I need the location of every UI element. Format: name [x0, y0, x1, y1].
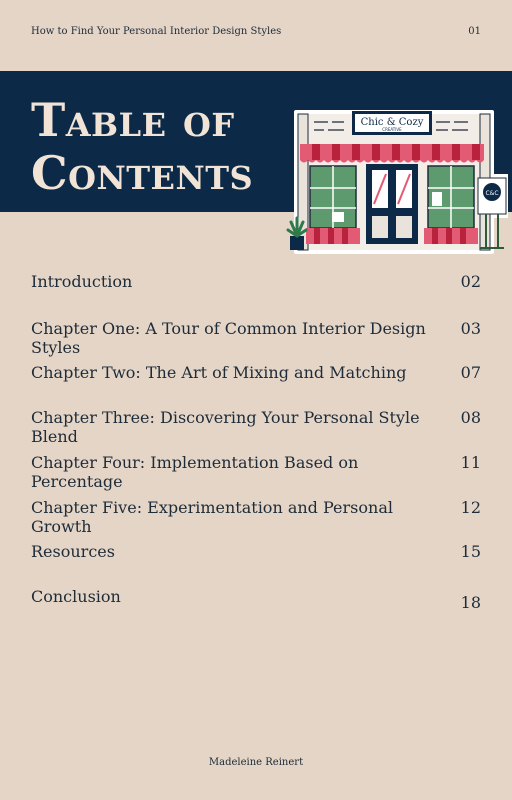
toc-entry-title: Conclusion — [31, 587, 121, 606]
page-title-line-2: Contents — [31, 146, 254, 200]
toc-entry-title: Introduction — [31, 272, 133, 291]
toc-entry-title: Chapter Three: Discovering Your Personal Style Blend — [31, 408, 420, 446]
toc-entry-page: 02 — [460, 272, 481, 291]
toc-entry-page: 15 — [460, 542, 481, 561]
storefront-illustration — [286, 108, 510, 258]
toc-entry-page: 07 — [460, 363, 481, 382]
toc-entry-title: Chapter Four: Implementation Based on Percentage — [31, 453, 359, 491]
toc-entry-chapter-one[interactable] — [31, 319, 481, 357]
toc-entry-page: 11 — [460, 453, 481, 472]
toc-entry-chapter-five[interactable] — [31, 498, 481, 536]
running-header — [31, 26, 481, 42]
shop-sign: Chic & Cozy — [360, 117, 424, 128]
toc-entry-chapter-two[interactable] — [31, 363, 481, 382]
side-sign-text: C&C — [485, 190, 499, 197]
toc-entry-conclusion[interactable] — [31, 587, 481, 612]
author-footer: Madeleine Reinert — [208, 757, 304, 768]
toc-entry-resources[interactable] — [31, 542, 481, 561]
toc-entry-chapter-three[interactable] — [31, 408, 481, 446]
toc-entry-title: Resources — [31, 542, 115, 561]
toc-entry-title: Chapter Five: Experimentation and Personal Growth — [31, 498, 393, 536]
toc-entry-chapter-four[interactable] — [31, 453, 481, 491]
running-title: How to Find Your Personal Interior Design Styles — [31, 26, 282, 37]
toc-entry-page: 03 — [460, 319, 481, 338]
shop-sign-sub: CREATIVE — [382, 127, 402, 132]
toc-entry-page: 12 — [460, 498, 481, 517]
toc-entry-page: 08 — [460, 408, 481, 427]
toc-entry-page: 18 — [460, 593, 481, 612]
toc-entry-title: Chapter One: A Tour of Common Interior Design Styles — [31, 319, 426, 357]
page-title — [31, 94, 253, 200]
page-title-line-1: Table of — [31, 93, 235, 147]
toc-entry-title: Chapter Two: The Art of Mixing and Matching — [31, 363, 407, 382]
toc-entry-introduction[interactable] — [31, 272, 481, 291]
page-number: 01 — [468, 26, 481, 37]
